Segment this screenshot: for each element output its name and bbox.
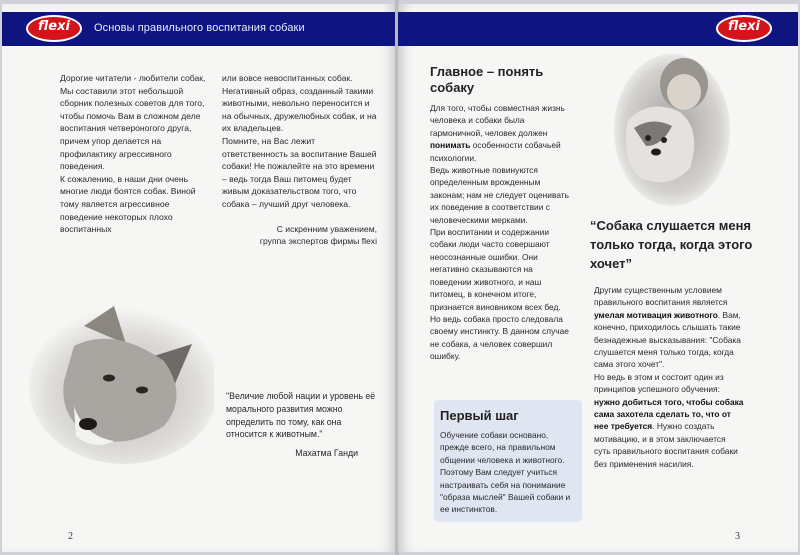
step-text: Обучение собаки основано, прежде всего, на правильном общении человека и животного. Поэтому Вам следует учиться настраивать себя на понимание "образа мыслей" Вашей собаки и ее инстинктов.	[440, 430, 571, 515]
flexi-logo: flexi	[716, 15, 772, 42]
paragraph: Ведь животные повинуются определенным врожденным законам; нам не следует оценивать их поведение в соответствии с человеческими мерками.	[430, 165, 570, 225]
signature-line: группа экспертов фирмы flexi	[259, 236, 377, 247]
right-page	[398, 4, 798, 552]
paragraph: Другим существенным условием правильного воспитания является умелая мотивация животного. Вам, конечно, приходилось слышать такие безнадежные высказывания: "Собака слушается меня только тогда, когда сама этого хочет".	[594, 285, 741, 370]
left-page	[2, 4, 396, 552]
page-number: 3	[735, 531, 740, 542]
flexi-logo: flexi	[26, 15, 82, 42]
dog-illustration	[14, 286, 214, 464]
quote-author: Махатма Ганди	[295, 448, 358, 459]
gandhi-quote	[226, 390, 376, 460]
paragraph: Для того, чтобы совместная жизнь человека и собаки была гармоничной, человек должен понимать особенности собачьей психологии.	[430, 103, 565, 163]
left-column-2	[222, 72, 377, 248]
paragraph: К сожалению, в наши дни очень многие люди боятся собак. Виной тому является агрессивное поведение некоторых плохо воспитанных	[60, 173, 196, 235]
right-column-2	[594, 284, 744, 470]
signature-line: С искренним уважением,	[276, 223, 377, 234]
section-heading: Главное – понять собаку	[430, 64, 544, 95]
first-step-box	[434, 400, 582, 522]
paragraph: Помните, на Вас лежит ответственность за воспитание Вашей собаки! Не пожалейте на это времени – ведь тогда Ваш питомец будет живым доказательством того, что собака – лучший друг человека.	[222, 135, 377, 209]
paragraph: Но ведь в этом и состоит один из принципов успешного обучения: нужно добиться того, чтобы собака сама захотела сделать то, что от нее требуется. Нужно создать мотивацию, и в этом заключается суть правильного воспитания собаки без применения насилия.	[594, 371, 744, 469]
paragraph: или вовсе невоспитанных собак. Негативный образ, созданный такими животными, невольно переносится и на обычных, дружелюбных собак, и на их владельцев.	[222, 73, 377, 134]
page-number: 2	[68, 531, 73, 542]
left-column-1	[60, 72, 212, 236]
header-title: Основы правильного воспитания собаки	[94, 22, 305, 34]
right-column-1	[430, 102, 570, 363]
greeting: Дорогие читатели - любители собак,	[60, 73, 206, 83]
paragraph: Мы составили этот небольшой сборник полезных советов для того, чтобы помочь Вам в сложном деле воспитания четвероногого друга, причем упор делается на профилактику агрессивного поведения.	[60, 85, 205, 172]
pull-quote: “Собака слушается меня только тогда, когда этого хочет”	[590, 218, 753, 271]
paragraph: При воспитании и содержании собаки люди часто совершают неосознанные ошибки. Они негативно сказываются на поведении животного, и наш питомец, в конечном итоге, признается виновником всех бед. Но ведь собака просто следовала своему инстинкту. В данном случае не собака, а человек совершил ошибку.	[430, 227, 569, 362]
quote-text: "Величие любой нации и уровень её морального развития можно определить по тому, как она относится к животным."	[226, 391, 376, 440]
step-title: Первый шаг	[440, 408, 519, 423]
boy-with-dog-photo	[610, 50, 730, 208]
